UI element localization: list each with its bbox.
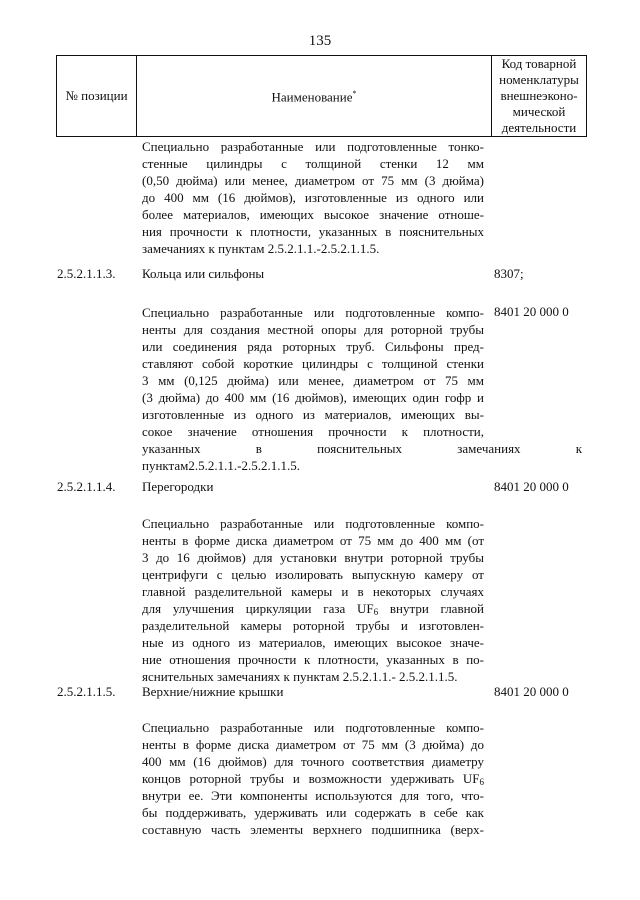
text-line: 400 мм (16 дюймов) для точного соответствия диаметру — [142, 754, 484, 769]
header-name-text: Наименование — [271, 89, 353, 105]
text-line: ные из одного из материалов, имеющих высокое значе- — [142, 635, 484, 650]
text-line: Специально разработанные или подготовленные компо- — [142, 720, 484, 735]
text-line: Специально разработанные или подготовленные компо- — [142, 305, 484, 320]
item-description — [142, 515, 484, 685]
item-code: 8307; — [494, 266, 524, 281]
table-header — [56, 55, 587, 137]
text-line: бы поддерживать, удерживать или содержать в себе как — [142, 805, 484, 820]
text-line: стенные цилиндры с толщиной стенки 12 мм — [142, 156, 484, 171]
text-line: Специально разработанные или подготовленные тонко- — [142, 139, 484, 154]
item-description — [142, 719, 484, 838]
header-code-cell — [492, 56, 586, 136]
text-line: ненты для создания местной опоры для роторной трубы — [142, 322, 484, 337]
text-line: ненты в форме диска диаметром от 75 мм до 400 мм (от — [142, 533, 484, 548]
text-line: ненты в форме диска диаметром от 75 мм (3 дюйма) до — [142, 737, 484, 752]
text-line: замечаниях к пунктам 2.5.2.1.1.-2.5.2.1.1.5. — [142, 241, 380, 256]
text-line: сокое значение отношения прочности к плотности, — [142, 424, 484, 439]
text-line: 3 до 16 дюймов) для установки внутри роторной трубы — [142, 550, 484, 565]
item-number: 2.5.2.1.1.5. — [57, 684, 116, 699]
text-line: (0,50 дюйма) или менее, диаметром от 75 мм (3 дюйма) — [142, 173, 484, 188]
text-line: ставляют собой короткие цилиндры с толщиной стенки — [142, 356, 484, 371]
item-code: 8401 20 000 0 — [494, 304, 569, 319]
text-line: изготовленные из одного из материалов, имеющих вы- — [142, 407, 484, 422]
header-position-label: № позиции — [65, 88, 128, 103]
item-title: Перегородки — [142, 479, 214, 494]
header-code-line: внешнеэконо- — [500, 88, 578, 103]
header-code-line: номенклатуры — [499, 72, 579, 87]
header-name-cell — [137, 56, 492, 136]
text-line: более материалов, имеющих высокое значение отноше- — [142, 207, 484, 222]
item-title: Верхние/нижние крышки — [142, 684, 284, 699]
text-line: центрифуги с целью изолировать выпускную камеру от — [142, 567, 484, 582]
text-line: или соединения ряда роторных труб. Сильфоны пред- — [142, 339, 484, 354]
header-name-label — [272, 86, 357, 105]
header-position-cell — [57, 56, 137, 136]
text-line: разделительной камеры роторной трубы и изготовлен- — [142, 618, 484, 633]
item-title: Кольца или сильфоны — [142, 266, 265, 281]
text-line: внутри ее. Эти компоненты используются для того, что- — [142, 788, 484, 803]
header-code-line: мической — [512, 104, 566, 119]
text-line: концов роторной трубы и возможности удерживать $UF_6$ — [142, 771, 484, 787]
header-name-footnote-mark: * — [352, 89, 357, 99]
page-number: 135 — [308, 33, 332, 49]
text-line: составную часть элементы верхнего подшипника (верх- — [142, 822, 484, 837]
item-code: 8401 20 000 0 — [494, 684, 569, 699]
header-code-line: деятельности — [501, 120, 577, 135]
text-line: ния прочности к плотности, указанных в пояснительных — [142, 224, 484, 239]
text-line: пунктам2.5.2.1.1.-2.5.2.1.1.5. — [142, 458, 300, 473]
text-line: (3 дюйма) до 400 мм (16 дюймов), имеющих один гофр и — [142, 390, 484, 405]
item-number: 2.5.2.1.1.3. — [57, 266, 116, 281]
subscript-6: 6 — [479, 777, 484, 787]
item-code: 8401 20 000 0 — [494, 479, 569, 494]
subscript-6: 6 — [373, 607, 379, 617]
intro-paragraph — [142, 138, 484, 257]
text-line: 3 мм (0,125 дюйма) или менее, диаметром от 75 мм — [142, 373, 484, 388]
text-line: для улучшения циркуляции газа $UF_6$ внутри главной — [142, 601, 485, 617]
text-line: Специально разработанные или подготовленные компо- — [142, 516, 484, 531]
text-line: ние отношения прочности к плотности, указанных в по- — [142, 652, 484, 667]
text-line: яснительных замечаниях к пунктам 2.5.2.1.1.- 2.5.2.1.1.5. — [142, 669, 458, 684]
header-code-label — [499, 56, 579, 136]
text-line: главной разделительной камеры и в некоторых случаях — [142, 584, 484, 599]
item-number: 2.5.2.1.1.4. — [57, 479, 116, 494]
header-code-line: Код товарной — [501, 56, 577, 71]
text-line: до 400 мм (16 дюймов), изготовленные из одного или — [142, 190, 484, 205]
text-line: указанных в пояснительных замечаниях к — [142, 441, 583, 456]
